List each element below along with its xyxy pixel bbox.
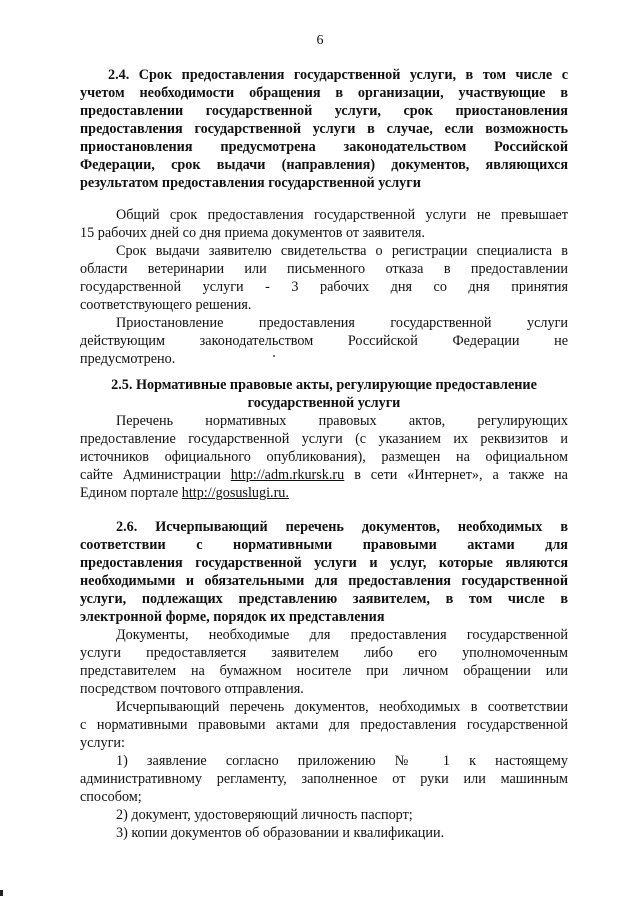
- page-number: 6: [316, 33, 324, 48]
- list-item-line: 2) документ, удостоверяющий личность паспорт;: [116, 807, 413, 823]
- paragraph-text: сайте Администрации: [80, 467, 231, 483]
- list-item-line: 1) заявление согласно приложению № 1 к настоящему: [116, 753, 568, 769]
- heading-line: Федерации, срок выдачи (направления) документов, являющихся: [80, 157, 568, 173]
- heading-line: государственной услуги: [247, 395, 401, 411]
- admin-site-link[interactable]: http://adm.rkursk.ru: [230, 467, 345, 483]
- heading-line: 2.5. Нормативные правовые акты, регулирующие предоставление: [111, 377, 537, 393]
- list-item-line: административному регламенту, заполненное от руки или машинным: [80, 771, 568, 787]
- list-item-line: 3) копии документов об образовании и квалификации.: [116, 825, 445, 841]
- paragraph-line: [80, 484, 568, 502]
- paragraph-line: услуги предоставляется заявителем либо его уполномоченным: [80, 645, 568, 661]
- paragraph-line: [80, 466, 568, 484]
- paragraph-line: действующим законодательством Российской Федерации не: [80, 333, 568, 349]
- section-2-6-body: [80, 626, 568, 842]
- heading-line: результатом предоставления государственной услуги: [80, 175, 421, 191]
- paragraph-text: Едином портале: [80, 485, 182, 501]
- heading-line: предоставления государственной услуги в случае, если возможность: [80, 121, 568, 137]
- paragraph-line: соответствующего решения.: [80, 297, 252, 313]
- paragraph-line: Перечень нормативных правовых актов, регулирующих: [116, 413, 568, 429]
- heading-line: услуги, подлежащих представлению заявителем, в том числе в: [80, 591, 568, 607]
- gosuslugi-link[interactable]: http://gosuslugi.ru.: [181, 485, 289, 501]
- paragraph-line: предоставление государственной услуги (с указанием их реквизитов и: [80, 431, 568, 447]
- heading-line: электронной форме, порядок их представления: [80, 609, 385, 625]
- section-2-5-body: [80, 412, 568, 502]
- paragraph-line: Исчерпывающий перечень документов, необходимых в соответствии: [116, 699, 568, 715]
- paragraph-line: государственной услуги - 3 рабочих дня со дня принятия: [80, 279, 568, 295]
- paragraph-line: представителем на бумажном носителе при личном обращении или: [80, 663, 568, 679]
- heading-line: 2.4. Срок предоставления государственной услуги, в том числе с: [108, 67, 568, 83]
- paragraph-line: источников официального опубликования), размещен на официальном: [80, 449, 568, 465]
- section-2-4-body: [80, 206, 568, 368]
- heading-line: соответствии с нормативными правовыми актами для: [80, 537, 568, 553]
- heading-line: приостановления предусмотрена законодательством Российской: [80, 139, 568, 155]
- heading-line: 2.6. Исчерпывающий перечень документов, необходимых в: [116, 519, 568, 535]
- paragraph-line: Приостановление предоставления государственной услуги: [116, 315, 568, 331]
- section-2-4-heading: [80, 66, 568, 192]
- paragraph-line: услуги:: [80, 735, 125, 751]
- list-item-line: способом;: [80, 789, 142, 805]
- paragraph-line: Срок выдачи заявителю свидетельства о регистрации специалиста в: [116, 243, 568, 259]
- paragraph-line: предусмотрено.: [80, 351, 176, 367]
- paragraph-line: области ветеринарии или письменного отказа в предоставлении: [80, 261, 568, 277]
- heading-line: предоставления государственной услуги и услуг, которые являются: [80, 555, 568, 571]
- paragraph-line: Общий срок предоставления государственной услуги не превышает: [116, 207, 568, 223]
- paragraph-line: Документы, необходимые для предоставления государственной: [116, 627, 568, 643]
- scan-edge-mark: [0, 890, 3, 896]
- scan-speck: [273, 355, 275, 357]
- heading-line: предоставлении государственной услуги, срок приостановления: [80, 103, 568, 119]
- section-2-6-heading: [80, 518, 568, 626]
- paragraph-line: 15 рабочих дней со дня приема документов от заявителя.: [80, 225, 425, 241]
- paragraph-text: в сети «Интернет», а также на: [344, 467, 568, 483]
- paragraph-line: с нормативными правовыми актами для предоставления государственной: [80, 717, 568, 733]
- heading-line: необходимыми и обязательными для предоставления государственной: [80, 573, 568, 589]
- paragraph-line: посредством почтового отправления.: [80, 681, 304, 697]
- heading-line: учетом необходимости обращения в организации, участвующие в: [80, 85, 568, 101]
- section-2-5-heading: [80, 376, 568, 412]
